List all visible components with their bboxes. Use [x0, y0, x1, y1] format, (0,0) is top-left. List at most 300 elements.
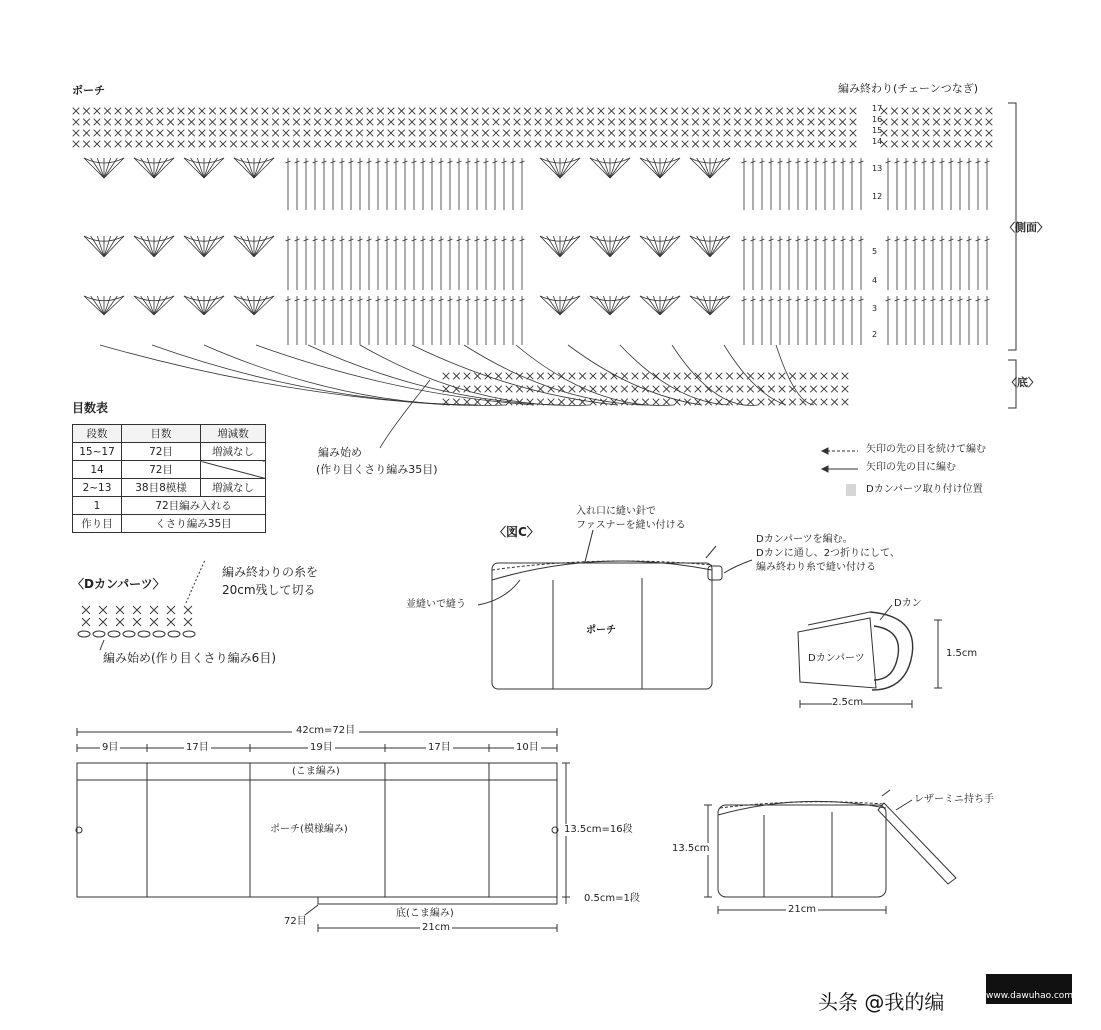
single-crochet-symbol — [653, 386, 660, 393]
single-crochet-symbol — [674, 373, 681, 380]
row-number: 2 — [872, 330, 878, 339]
single-crochet-symbol — [829, 130, 836, 137]
single-crochet-symbol — [632, 373, 639, 380]
finished-pouch — [704, 790, 956, 914]
connection-arrow — [568, 345, 702, 405]
single-crochet-symbol — [831, 399, 838, 406]
d-ring-note-1: Dカンパーツを編む。 — [756, 534, 853, 545]
single-crochet-symbol — [346, 108, 353, 115]
single-crochet-symbol — [262, 141, 269, 148]
single-crochet-symbol — [986, 119, 993, 126]
d-part-start-note: 編み始め(作り目くさり編み6目) — [103, 651, 276, 665]
single-crochet-symbol — [73, 141, 80, 148]
connection-arrow — [672, 345, 758, 406]
single-crochet-symbol — [842, 386, 849, 393]
single-crochet-symbol — [891, 141, 898, 148]
single-crochet-symbol — [566, 130, 573, 137]
single-crochet-symbol — [768, 373, 775, 380]
table-row — [73, 515, 266, 533]
single-crochet-symbol — [184, 618, 192, 626]
single-crochet-symbol — [356, 141, 363, 148]
single-crochet-symbol — [388, 108, 395, 115]
single-crochet-symbol — [850, 108, 857, 115]
single-crochet-symbol — [569, 386, 576, 393]
single-crochet-symbol — [776, 108, 783, 115]
single-crochet-symbol — [335, 119, 342, 126]
dim-height-label: 1.5cm — [946, 648, 978, 659]
table-header-row — [73, 425, 266, 443]
single-crochet-symbol — [241, 108, 248, 115]
single-crochet-symbol — [157, 141, 164, 148]
single-crochet-symbol — [506, 386, 513, 393]
single-crochet-symbol — [493, 108, 500, 115]
height-label: 13.5cm=16段 — [564, 824, 633, 835]
table-header: 段数 — [73, 425, 122, 443]
single-crochet-symbol — [506, 373, 513, 380]
single-crochet-symbol — [787, 108, 794, 115]
single-crochet-symbol — [356, 130, 363, 137]
single-crochet-symbol — [241, 141, 248, 148]
single-crochet-symbol — [745, 108, 752, 115]
single-crochet-symbol — [755, 141, 762, 148]
figure-c-body-label: ポーチ — [586, 625, 616, 636]
single-crochet-symbol — [600, 399, 607, 406]
single-crochet-symbol — [535, 130, 542, 137]
single-crochet-symbol — [650, 119, 657, 126]
single-crochet-symbol — [485, 386, 492, 393]
single-crochet-symbol — [724, 119, 731, 126]
single-crochet-symbol — [975, 119, 982, 126]
single-crochet-symbol — [713, 141, 720, 148]
single-crochet-symbol — [661, 108, 668, 115]
connection-arrow — [100, 345, 450, 405]
single-crochet-symbol — [94, 141, 101, 148]
single-crochet-symbol — [891, 108, 898, 115]
single-crochet-symbol — [821, 399, 828, 406]
single-crochet-symbol — [850, 119, 857, 126]
single-crochet-symbol — [703, 108, 710, 115]
single-crochet-symbol — [766, 130, 773, 137]
single-crochet-symbol — [965, 119, 972, 126]
single-crochet-symbol — [797, 108, 804, 115]
single-crochet-symbol — [419, 130, 426, 137]
single-crochet-symbol — [829, 108, 836, 115]
single-crochet-symbol — [642, 373, 649, 380]
single-crochet-symbol — [73, 108, 80, 115]
table-cell: 72目 — [122, 461, 201, 479]
single-crochet-symbol — [621, 386, 628, 393]
bottom-row-label: 0.5cm=1段 — [584, 893, 640, 904]
single-crochet-symbol — [642, 386, 649, 393]
single-crochet-symbol — [776, 130, 783, 137]
chain-stitch-symbol — [93, 631, 105, 637]
single-crochet-symbol — [745, 141, 752, 148]
single-crochet-symbol — [797, 130, 804, 137]
single-crochet-symbol — [136, 130, 143, 137]
single-crochet-symbol — [514, 108, 521, 115]
d-part-chart — [78, 560, 205, 650]
single-crochet-symbol — [503, 130, 510, 137]
single-crochet-symbol — [482, 119, 489, 126]
single-crochet-symbol — [737, 373, 744, 380]
single-crochet-symbol — [713, 108, 720, 115]
watermark-text: 头条 @我的编 — [818, 990, 945, 1014]
single-crochet-symbol — [377, 130, 384, 137]
single-crochet-symbol — [566, 119, 573, 126]
single-crochet-symbol — [975, 141, 982, 148]
watermark-logo: www.dawuhao.com — [986, 974, 1072, 1004]
single-crochet-symbol — [461, 119, 468, 126]
single-crochet-symbol — [661, 119, 668, 126]
single-crochet-symbol — [587, 141, 594, 148]
single-crochet-symbol — [136, 141, 143, 148]
single-crochet-symbol — [262, 119, 269, 126]
single-crochet-symbol — [650, 141, 657, 148]
single-crochet-symbol — [671, 141, 678, 148]
single-crochet-symbol — [695, 386, 702, 393]
single-crochet-symbol — [726, 373, 733, 380]
stitch-count-table — [72, 424, 266, 533]
single-crochet-symbol — [115, 130, 122, 137]
bottom-stitches-label: 72目 — [284, 916, 307, 927]
single-crochet-symbol — [314, 119, 321, 126]
single-crochet-symbol — [325, 119, 332, 126]
single-crochet-symbol — [703, 119, 710, 126]
single-crochet-symbol — [663, 386, 670, 393]
segment-1: 9目 — [102, 742, 119, 753]
single-crochet-symbol — [766, 108, 773, 115]
single-crochet-symbol — [430, 119, 437, 126]
single-crochet-symbol — [548, 373, 555, 380]
single-crochet-symbol — [621, 373, 628, 380]
single-crochet-symbol — [293, 130, 300, 137]
single-crochet-symbol — [146, 130, 153, 137]
single-crochet-symbol — [241, 119, 248, 126]
single-crochet-symbol — [325, 130, 332, 137]
single-crochet-symbol — [209, 130, 216, 137]
single-crochet-symbol — [726, 386, 733, 393]
single-crochet-symbol — [157, 119, 164, 126]
figure-c-title: 〈図C〉 — [494, 525, 539, 539]
single-crochet-symbol — [272, 108, 279, 115]
single-crochet-symbol — [724, 130, 731, 137]
single-crochet-symbol — [482, 141, 489, 148]
single-crochet-symbol — [178, 130, 185, 137]
single-crochet-symbol — [209, 108, 216, 115]
single-crochet-symbol — [356, 119, 363, 126]
single-crochet-symbol — [325, 108, 332, 115]
single-crochet-symbol — [419, 141, 426, 148]
segment-3: 19目 — [310, 742, 333, 753]
single-crochet-symbol — [808, 141, 815, 148]
single-crochet-symbol — [734, 108, 741, 115]
table-cell: 増減なし — [201, 479, 266, 497]
single-crochet-symbol — [82, 618, 90, 626]
total-width-label: 42cm=72目 — [292, 725, 359, 737]
table-row — [73, 497, 266, 515]
single-crochet-symbol — [388, 130, 395, 137]
single-crochet-symbol — [821, 373, 828, 380]
single-crochet-symbol — [440, 119, 447, 126]
single-crochet-symbol — [663, 399, 670, 406]
single-crochet-symbol — [241, 130, 248, 137]
single-crochet-symbol — [251, 119, 258, 126]
single-crochet-symbol — [125, 119, 132, 126]
single-crochet-symbol — [356, 108, 363, 115]
single-crochet-symbol — [608, 119, 615, 126]
single-crochet-symbol — [367, 119, 374, 126]
chain-stitch-symbol — [168, 631, 180, 637]
single-crochet-symbol — [472, 141, 479, 148]
single-crochet-symbol — [598, 130, 605, 137]
single-crochet-symbol — [810, 373, 817, 380]
single-crochet-symbol — [535, 119, 542, 126]
single-crochet-symbol — [125, 130, 132, 137]
single-crochet-symbol — [891, 119, 898, 126]
single-crochet-symbol — [293, 108, 300, 115]
single-crochet-symbol — [566, 141, 573, 148]
single-crochet-symbol — [671, 108, 678, 115]
single-crochet-symbol — [262, 108, 269, 115]
stitch-chart — [73, 108, 993, 345]
single-crochet-symbol — [167, 618, 175, 626]
single-crochet-symbol — [293, 119, 300, 126]
single-crochet-symbol — [965, 130, 972, 137]
single-crochet-symbol — [850, 141, 857, 148]
single-crochet-symbol — [167, 108, 174, 115]
single-crochet-symbol — [902, 141, 909, 148]
single-crochet-symbol — [682, 130, 689, 137]
single-crochet-symbol — [692, 141, 699, 148]
single-crochet-symbol — [933, 108, 940, 115]
single-crochet-symbol — [975, 130, 982, 137]
table-row — [73, 443, 266, 461]
single-crochet-symbol — [398, 130, 405, 137]
single-crochet-symbol — [184, 606, 192, 614]
single-crochet-symbol — [440, 108, 447, 115]
single-crochet-symbol — [524, 119, 531, 126]
single-crochet-symbol — [464, 373, 471, 380]
single-crochet-symbol — [430, 130, 437, 137]
single-crochet-symbol — [789, 399, 796, 406]
table-cell: 14 — [73, 461, 122, 479]
single-crochet-symbol — [965, 108, 972, 115]
single-crochet-symbol — [569, 399, 576, 406]
single-crochet-symbol — [682, 108, 689, 115]
connection-arrow — [308, 345, 562, 405]
single-crochet-symbol — [262, 130, 269, 137]
single-crochet-symbol — [734, 119, 741, 126]
start-sub-label: (作り目くさり編み35目) — [316, 463, 438, 476]
single-crochet-symbol — [409, 130, 416, 137]
segment-5: 10目 — [516, 742, 539, 753]
single-crochet-symbol — [923, 108, 930, 115]
table-header: 増減数 — [201, 425, 266, 443]
connection-arrow — [724, 345, 786, 405]
table-cell: 72目編み入れる — [122, 497, 266, 515]
d-part-label: Dカンパーツ — [808, 653, 865, 664]
single-crochet-symbol — [629, 141, 636, 148]
single-crochet-symbol — [283, 119, 290, 126]
single-crochet-symbol — [944, 119, 951, 126]
single-crochet-symbol — [104, 119, 111, 126]
single-crochet-symbol — [954, 130, 961, 137]
single-crochet-symbol — [472, 119, 479, 126]
single-crochet-symbol — [619, 130, 626, 137]
table-row — [73, 461, 266, 479]
single-crochet-symbol — [146, 108, 153, 115]
single-crochet-symbol — [314, 141, 321, 148]
bottom-label: 〈底〉 — [1006, 376, 1039, 389]
single-crochet-symbol — [136, 108, 143, 115]
single-crochet-symbol — [293, 141, 300, 148]
single-crochet-symbol — [220, 119, 227, 126]
single-crochet-symbol — [619, 108, 626, 115]
single-crochet-symbol — [663, 373, 670, 380]
single-crochet-symbol — [99, 618, 107, 626]
single-crochet-symbol — [283, 108, 290, 115]
single-crochet-symbol — [640, 141, 647, 148]
single-crochet-symbol — [514, 130, 521, 137]
single-crochet-symbol — [136, 119, 143, 126]
handle-label: レザーミニ持ち手 — [914, 794, 994, 805]
row-number: 14 — [872, 137, 883, 146]
single-crochet-symbol — [115, 141, 122, 148]
single-crochet-symbol — [590, 373, 597, 380]
single-crochet-symbol — [758, 399, 765, 406]
single-crochet-symbol — [556, 130, 563, 137]
single-crochet-symbol — [335, 108, 342, 115]
single-crochet-symbol — [453, 373, 460, 380]
single-crochet-symbol — [640, 108, 647, 115]
single-crochet-symbol — [632, 386, 639, 393]
single-crochet-symbol — [579, 373, 586, 380]
single-crochet-symbol — [692, 119, 699, 126]
single-crochet-symbol — [461, 130, 468, 137]
single-crochet-symbol — [419, 108, 426, 115]
single-crochet-symbol — [503, 108, 510, 115]
chain-stitch-symbol — [123, 631, 135, 637]
single-crochet-symbol — [829, 119, 836, 126]
single-crochet-symbol — [535, 141, 542, 148]
single-crochet-symbol — [556, 119, 563, 126]
chain-stitch-symbol — [108, 631, 120, 637]
single-crochet-symbol — [283, 141, 290, 148]
single-crochet-symbol — [251, 141, 258, 148]
single-crochet-symbol — [409, 141, 416, 148]
single-crochet-symbol — [556, 141, 563, 148]
connection-arrow — [152, 345, 478, 405]
single-crochet-symbol — [818, 108, 825, 115]
single-crochet-symbol — [335, 130, 342, 137]
single-crochet-symbol — [325, 141, 332, 148]
single-crochet-symbol — [482, 108, 489, 115]
single-crochet-symbol — [800, 386, 807, 393]
row-number: 4 — [872, 276, 878, 285]
stitch-table-title: 目数表 — [72, 401, 109, 415]
legend-symbols — [822, 448, 858, 496]
single-crochet-symbol — [902, 130, 909, 137]
single-crochet-symbol — [577, 141, 584, 148]
single-crochet-symbol — [188, 141, 195, 148]
table-cell: 72目 — [122, 443, 201, 461]
single-crochet-symbol — [912, 141, 919, 148]
d-ring-label: Dカン — [894, 598, 922, 609]
single-crochet-symbol — [965, 141, 972, 148]
single-crochet-symbol — [587, 108, 594, 115]
chain-stitch-symbol — [183, 631, 195, 637]
legend-solid-text: 矢印の先の目に編む — [866, 462, 956, 473]
single-crochet-symbol — [629, 119, 636, 126]
single-crochet-symbol — [545, 108, 552, 115]
single-crochet-symbol — [335, 141, 342, 148]
single-crochet-symbol — [115, 108, 122, 115]
single-crochet-symbol — [283, 130, 290, 137]
row-number: 13 — [872, 164, 883, 173]
single-crochet-symbol — [94, 108, 101, 115]
single-crochet-symbol — [535, 108, 542, 115]
single-crochet-symbol — [745, 130, 752, 137]
single-crochet-symbol — [566, 108, 573, 115]
table-cell: 作り目 — [73, 515, 122, 533]
single-crochet-symbol — [146, 141, 153, 148]
single-crochet-symbol — [703, 130, 710, 137]
single-crochet-symbol — [902, 108, 909, 115]
single-crochet-symbol — [787, 130, 794, 137]
single-crochet-symbol — [220, 108, 227, 115]
single-crochet-symbol — [789, 373, 796, 380]
single-crochet-symbol — [99, 606, 107, 614]
single-crochet-symbol — [514, 141, 521, 148]
single-crochet-symbol — [682, 119, 689, 126]
single-crochet-symbol — [178, 141, 185, 148]
single-crochet-symbol — [150, 618, 158, 626]
single-crochet-symbol — [779, 386, 786, 393]
row-number: 5 — [872, 247, 878, 256]
single-crochet-symbol — [199, 130, 206, 137]
single-crochet-symbol — [650, 130, 657, 137]
single-crochet-symbol — [831, 373, 838, 380]
single-crochet-symbol — [304, 119, 311, 126]
single-crochet-symbol — [482, 130, 489, 137]
single-crochet-symbol — [933, 141, 940, 148]
single-crochet-symbol — [133, 618, 141, 626]
d-part-end-note-2: 20cm残して切る — [222, 583, 316, 597]
row-number: 3 — [872, 304, 878, 313]
single-crochet-symbol — [912, 108, 919, 115]
finish-label: 編み終わり(チェーンつなぎ) — [838, 82, 979, 95]
chain-stitch-symbol — [78, 631, 90, 637]
single-crochet-symbol — [587, 130, 594, 137]
single-crochet-symbol — [398, 108, 405, 115]
single-crochet-symbol — [104, 130, 111, 137]
single-crochet-symbol — [146, 119, 153, 126]
single-crochet-symbol — [923, 141, 930, 148]
single-crochet-symbol — [556, 108, 563, 115]
table-cell: 15~17 — [73, 443, 122, 461]
single-crochet-symbol — [747, 386, 754, 393]
single-crochet-symbol — [220, 141, 227, 148]
single-crochet-symbol — [251, 108, 258, 115]
single-crochet-symbol — [443, 373, 450, 380]
single-crochet-symbol — [975, 108, 982, 115]
single-crochet-symbol — [451, 119, 458, 126]
single-crochet-symbol — [272, 119, 279, 126]
single-crochet-symbol — [524, 130, 531, 137]
table-cell: 2~13 — [73, 479, 122, 497]
single-crochet-symbol — [758, 373, 765, 380]
table-cell-diagonal — [201, 461, 266, 479]
